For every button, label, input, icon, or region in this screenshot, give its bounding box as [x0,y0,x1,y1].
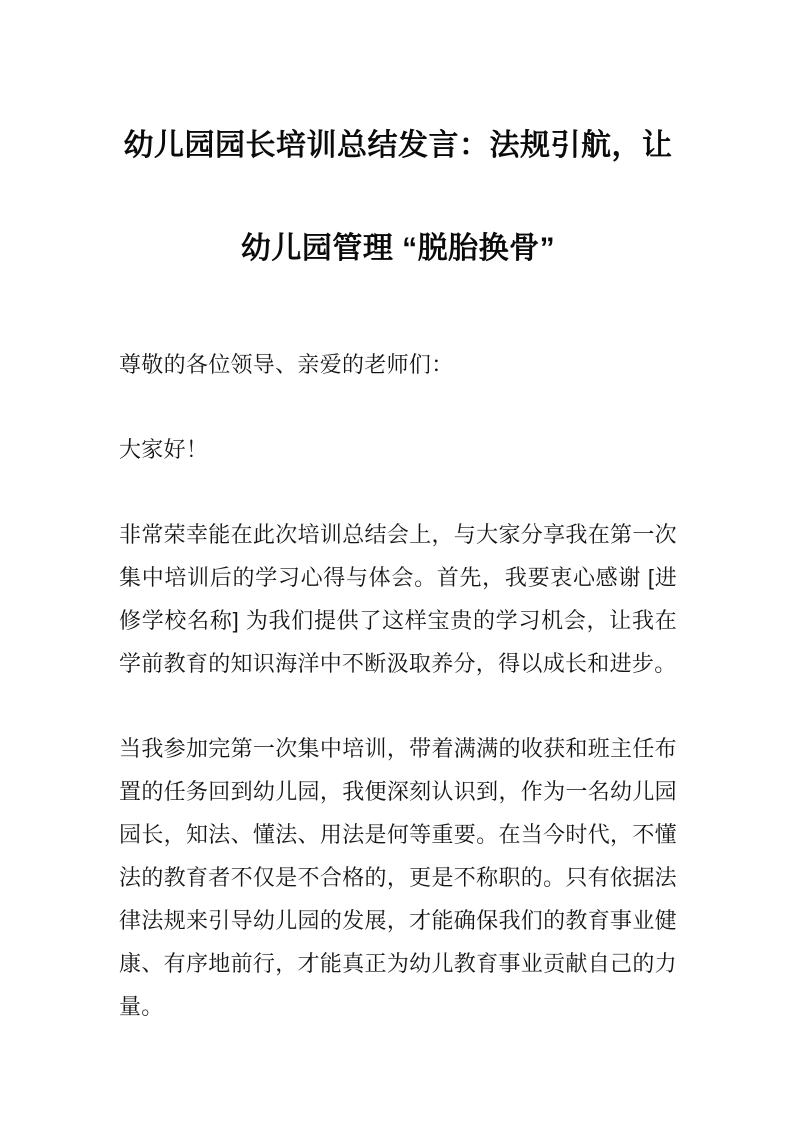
document-title-line-2: 幼儿园管理 “脱胎换骨” [240,232,556,265]
document-title-line-1: 幼儿园园长培训总结发言：法规引航，让 [123,129,673,162]
greeting-paragraph: 大家好！ [119,437,209,462]
body-paragraph-1: 非常荣幸能在此次培训总结会上，与大家分享我在第一次集中培训后的学习心得与体会。首先，我要衷心感谢 [进修学校名称] 为我们提供了这样宝贵的学习机会，让我在学前教育的知识海洋中不断汲取养分，得以成长和进步。 [119,522,677,676]
body-paragraph-2: 当我参加完第一次集中培训，带着满满的收获和班主任布置的任务回到幼儿园，我便深刻认识到，作为一名幼儿园园长，知法、懂法、用法是何等重要。在当今时代，不懂法的教育者不仅是不合格的，更是不称职的。只有依据法律法规来引导幼儿园的发展，才能确保我们的教育事业健康、有序地前行，才能真正为幼儿教育事业贡献自己的力量。 [119,736,677,1019]
document-title [119,94,677,300]
salutation-paragraph: 尊敬的各位领导、亲爱的老师们： [119,352,454,377]
